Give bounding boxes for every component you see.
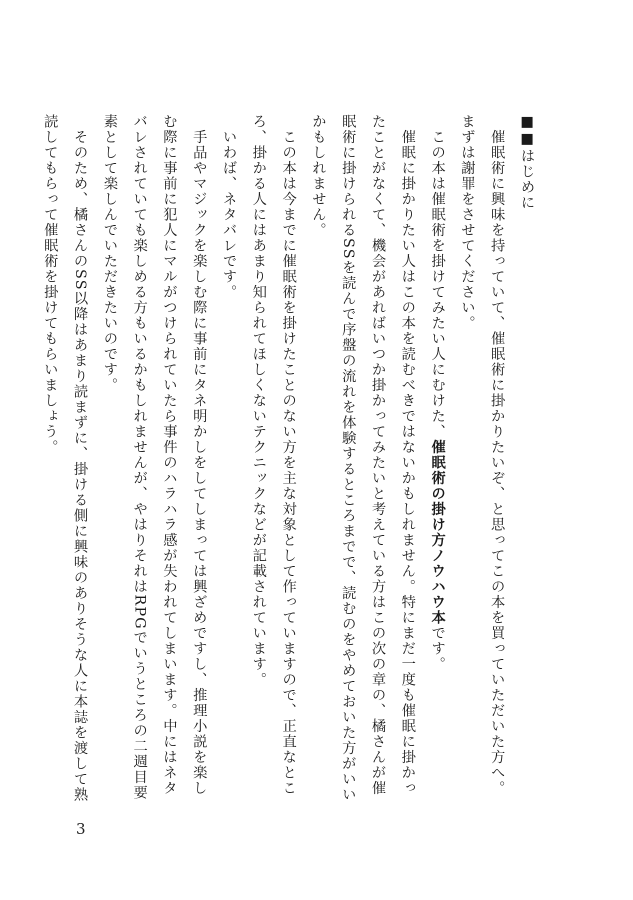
paragraph-6	[213, 114, 243, 804]
vertical-text-body	[42, 114, 541, 804]
paragraph-5	[243, 114, 303, 804]
paragraph-2	[452, 114, 482, 804]
paragraph-7-text: 手品やマジックを楽しむ際に事前にタネ明かしをしてしまっては興ざめですし、推理小説を楽しむ際に事前に犯人にマルがつけられていたら事件のハラハラ感が失われてしまいます。中にはネタバレされていても楽しめる方もいるかもしれませんが、やはりそれはRPGでいうところの二週目要素として楽しんでいただきたいのです。	[101, 114, 208, 801]
paragraph-8	[34, 114, 94, 804]
paragraph-1	[481, 114, 511, 804]
paragraph-6-text: いわば、ネタバレです。	[221, 129, 238, 300]
paragraph-7	[94, 114, 213, 804]
section-heading: ■■はじめに	[519, 114, 535, 211]
paragraph-3	[422, 114, 452, 804]
paragraph-5-text: この本は今までに催眠術を掛けたことのない方を主な対象として作っていますので、正直なところ、掛かる人にはあまり知られてほしくないテクニックなどが記載されています。	[250, 114, 297, 796]
paragraph-4	[303, 114, 422, 804]
page-number: 3	[76, 820, 86, 838]
paragraph-2-text: まずは謝罪をさせてください。	[459, 114, 476, 331]
paragraph-8-text: そのため、橘さんのSS以降はあまり読まずに、掛ける側に興味のありそうな人に本誌を渡して熟読してもらって催眠術を掛けてもらいましょう。	[42, 114, 89, 803]
paragraph-1-text: 催眠術に興味を持っていて、催眠術に掛かりたいぞ、と思ってこの本を買っていただいた方へ。	[489, 129, 506, 796]
paragraph-3-emphasis: 催眠術の掛け方ノウハウ本	[429, 439, 446, 626]
paragraph-3-after: です。	[429, 625, 446, 672]
paragraph-4-text: 催眠に掛かりたい人はこの本を読むべきではないかもしれません。特にまだ一度も催眠に掛かったことがなくて、機会があればいつか掛かってみたいと考えている方はこの次の章の、橘さんが催眠術に掛けられるSSを読んで序盤の流れを体験するところまでで、読むのをやめておいた方がいいかもしれません。	[310, 114, 416, 803]
paragraph-3-before: この本は催眠術を掛けてみたい人にむけた、	[429, 129, 446, 440]
